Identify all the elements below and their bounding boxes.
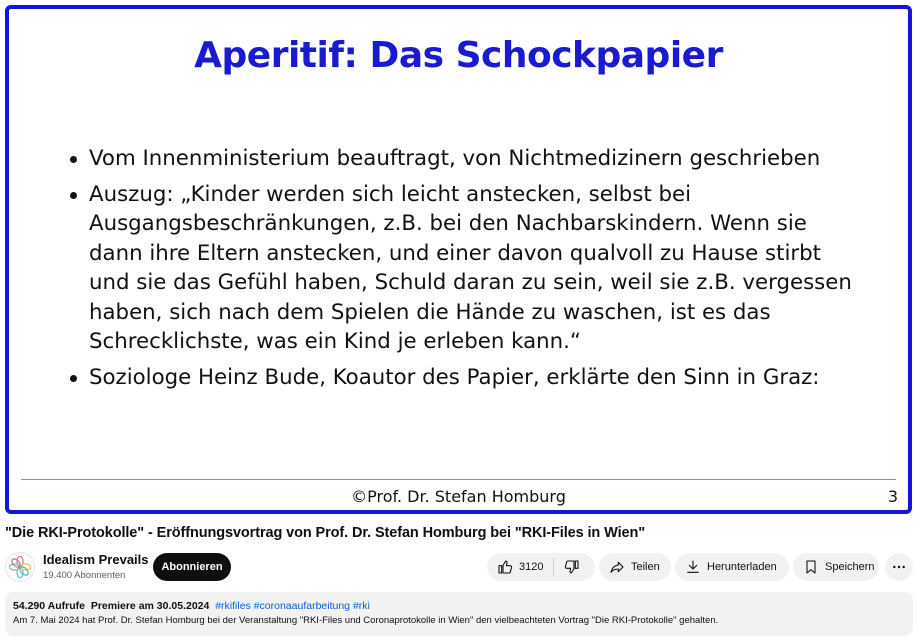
- bullet-dot-icon: [70, 375, 77, 382]
- slide-bullet-text: Vom Innenministerium beauftragt, von Nichtmedizinern geschrieben: [89, 146, 821, 171]
- presentation-slide: [5, 5, 912, 514]
- share-label: Teilen: [631, 561, 660, 573]
- download-label: Herunterladen: [707, 561, 777, 573]
- save-button[interactable]: [793, 553, 879, 581]
- slide-bullet: [67, 363, 867, 393]
- like-dislike-group: [487, 553, 595, 581]
- description-text: Am 7. Mai 2024 hat Prof. Dr. Stefan Homburg bei der Veranstaltung "RKI-Files und Coronaprotokolle in Wien" den vielbeachteten Vortrag "Die RKI-Protokolle" gehalten.: [13, 615, 719, 626]
- slide-bullet-text: Auszug: „Kinder werden sich leicht anstecken, selbst bei Ausgangsbeschränkungen, z.B. bei den Nachbarskindern. Wenn sie dann ihre Eltern anstecken, und einer davon qualvoll zu Hause stirbt und sie das Gefühl haben, Schuld daran zu sein, weil sie z.B. vergessen haben, sich nach dem Spielen die Hände zu waschen, ist es das Schrecklichste, was ein Kind je erleben kann.“: [89, 181, 852, 354]
- slide-divider: [21, 479, 896, 480]
- share-button[interactable]: [599, 553, 671, 581]
- slide-bullet: [67, 144, 867, 174]
- channel-name[interactable]: Idealism Prevails: [43, 552, 149, 567]
- thumbs-up-icon: [497, 559, 513, 575]
- view-count: 54.290 Aufrufe: [13, 600, 85, 612]
- video-title: "Die RKI-Protokolle" - Eröffnungsvortrag von Prof. Dr. Stefan Homburg bei "RKI-Files in Wien": [5, 525, 646, 541]
- flower-logo-icon: [8, 555, 32, 579]
- subscriber-count: 19.400 Abonnenten: [43, 570, 126, 581]
- like-button[interactable]: [487, 553, 553, 581]
- slide-page-number: 3: [887, 487, 898, 506]
- channel-row: [5, 550, 913, 584]
- subscribe-button[interactable]: Abonnieren: [153, 553, 231, 581]
- like-count: 3120: [519, 561, 544, 573]
- description-meta: [13, 600, 905, 612]
- premiere-date: Premiere am 30.05.2024: [90, 600, 210, 612]
- download-button[interactable]: [675, 553, 789, 581]
- thumbs-down-icon: [564, 559, 580, 575]
- slide-title: Aperitif: Das Schockpapier: [194, 35, 723, 76]
- bullet-dot-icon: [70, 156, 77, 163]
- download-icon: [685, 559, 701, 575]
- slide-footer: ©Prof. Dr. Stefan Homburg: [351, 487, 566, 506]
- bullet-dot-icon: [70, 192, 77, 199]
- hashtags[interactable]: #rkifiles #coronaaufarbeitung #rki: [215, 600, 370, 612]
- slide-bullet-text: Soziologe Heinz Bude, Koautor des Papier, erklärte den Sinn in Graz:: [89, 364, 820, 390]
- more-icon: [891, 559, 907, 575]
- slide-bullet-list: [67, 144, 867, 398]
- channel-avatar[interactable]: [5, 552, 35, 582]
- slide-bullet: [67, 180, 867, 357]
- more-actions-button[interactable]: [885, 553, 913, 581]
- share-icon: [609, 559, 625, 575]
- bookmark-icon: [803, 559, 819, 575]
- save-label: Speichern: [825, 561, 875, 573]
- video-description[interactable]: [5, 592, 913, 636]
- dislike-button[interactable]: [554, 553, 590, 581]
